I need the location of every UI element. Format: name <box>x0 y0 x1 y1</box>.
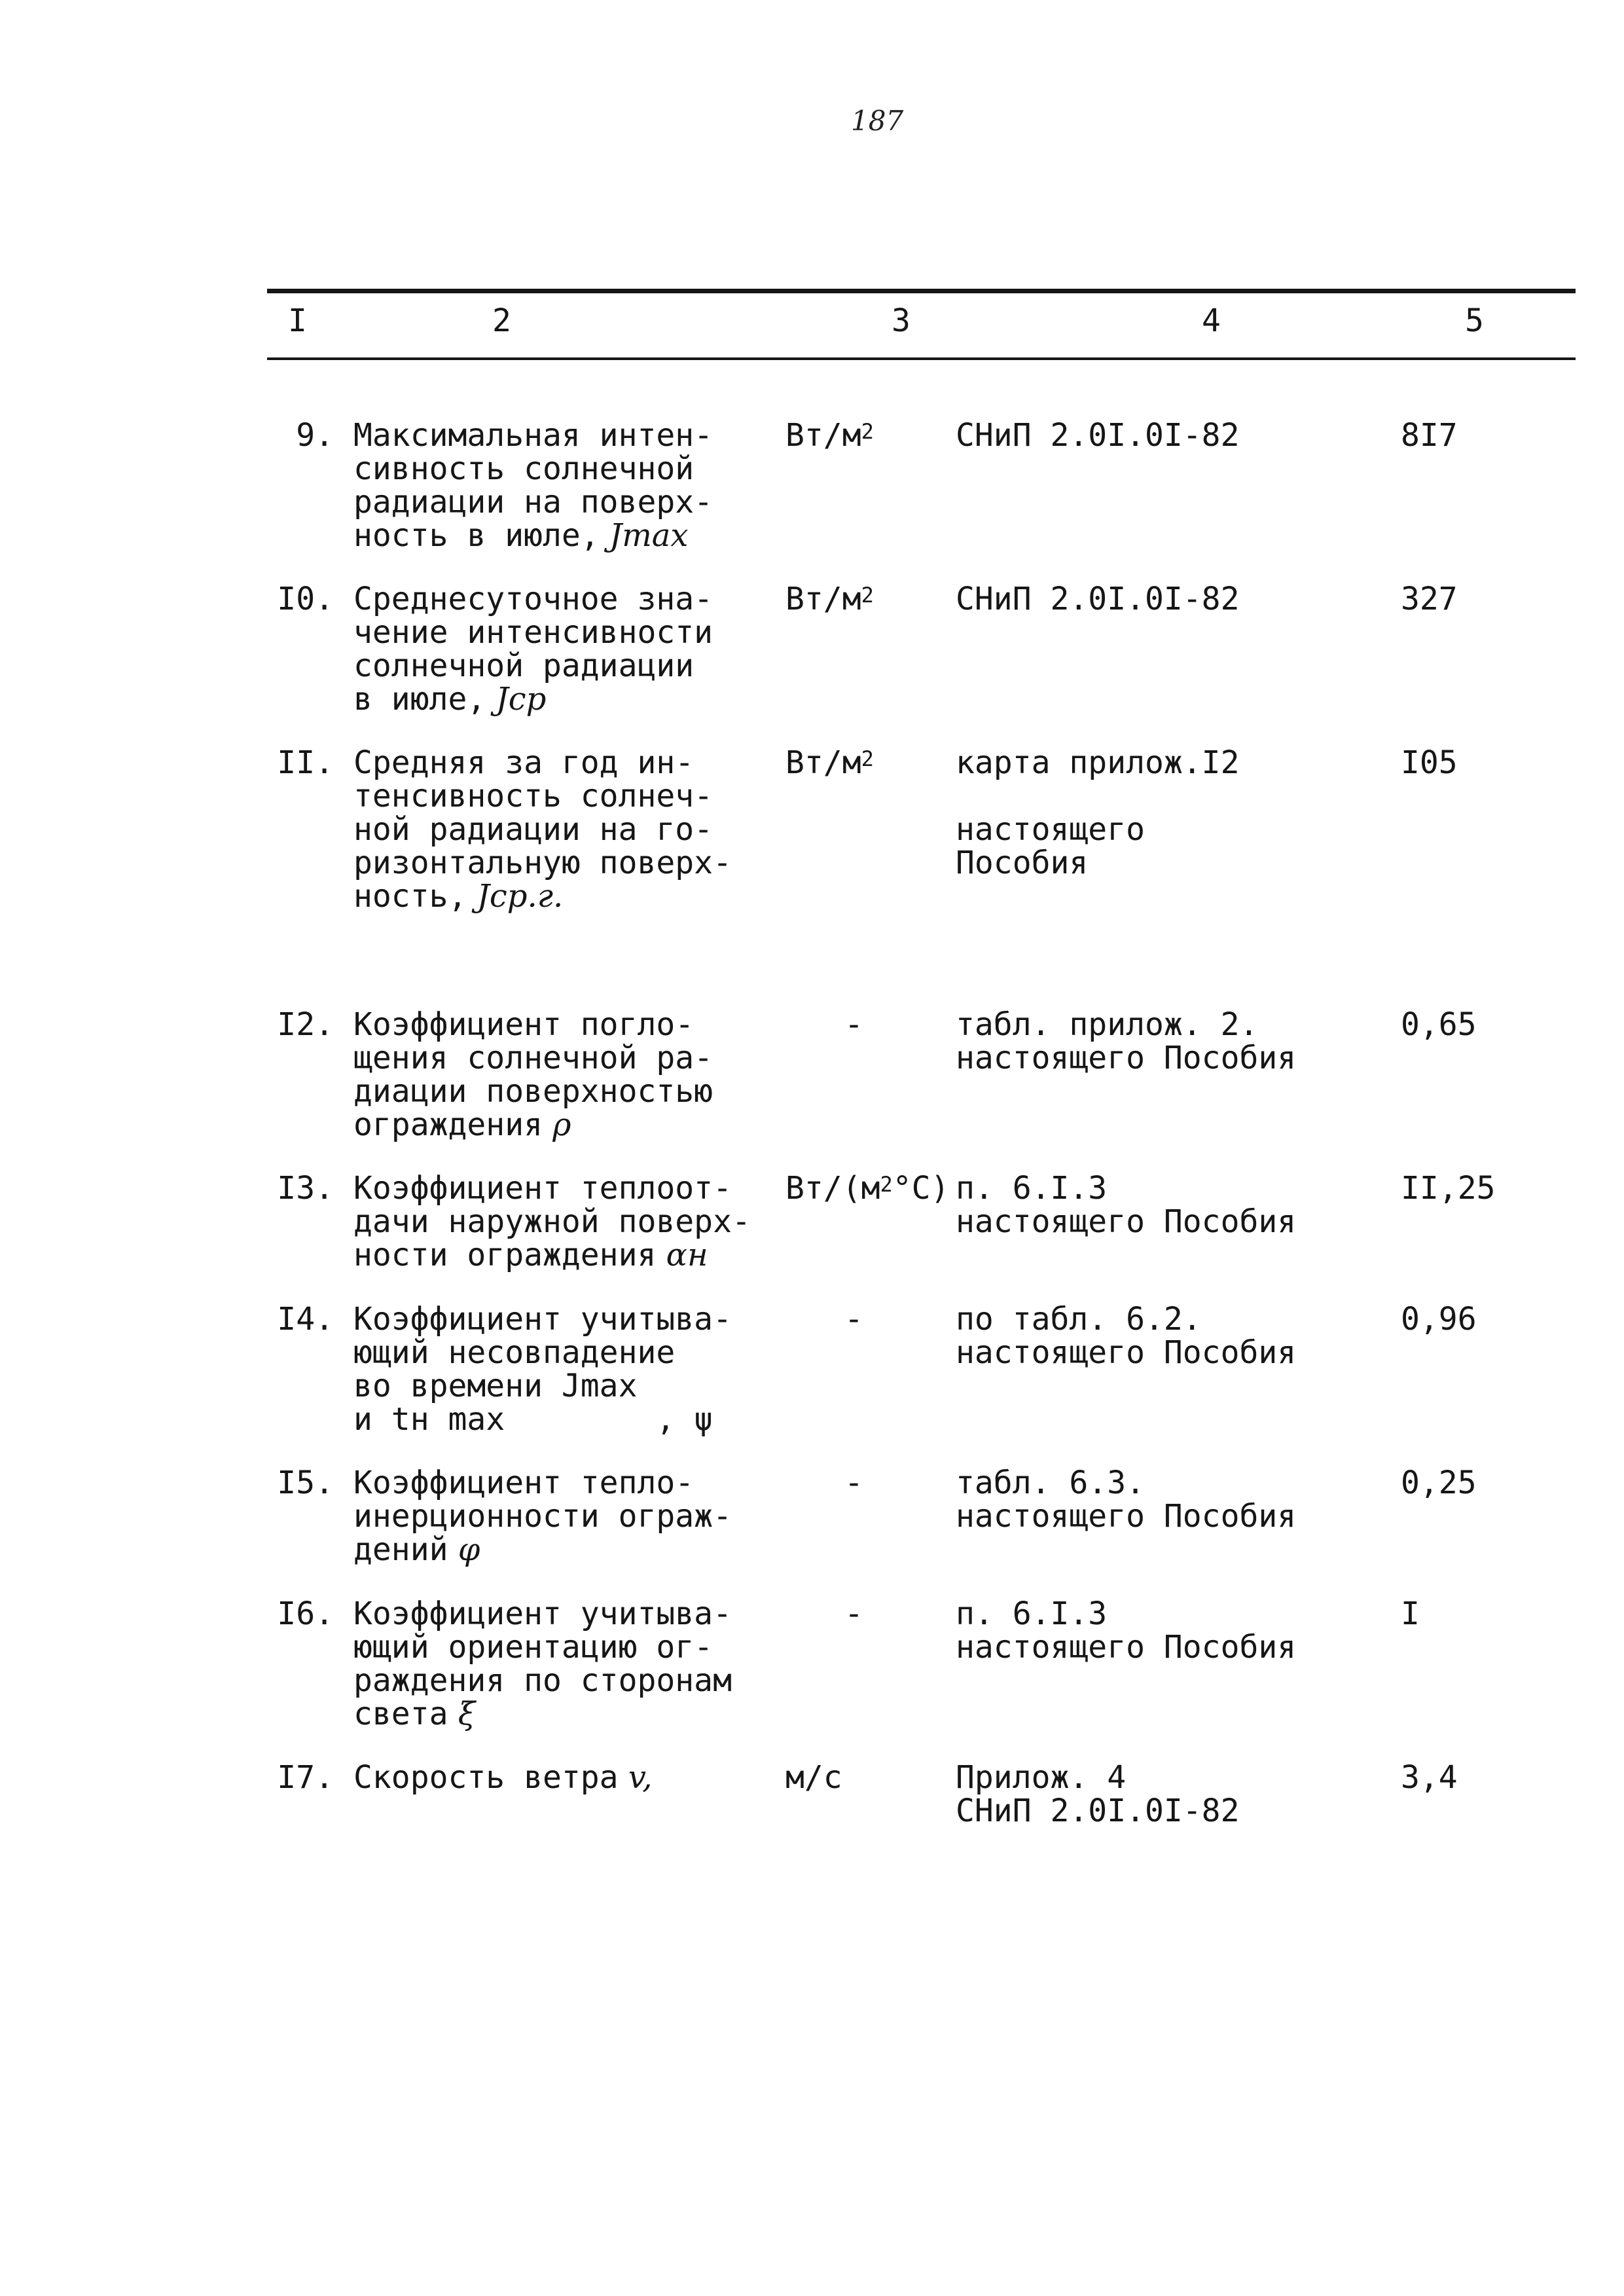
row-number: I3. <box>277 1170 334 1207</box>
source-reference: СНиП 2.0I.0I-82 <box>956 417 1240 454</box>
parameter-value: I05 <box>1401 744 1458 781</box>
parameter-description: Коэффициент теплоот- дачи наружной поверх- ности ограждения αн <box>353 1170 751 1273</box>
unit: $Вт/м^2$ <box>785 417 874 454</box>
column-header-3: 3 <box>892 302 911 339</box>
page-number: 187 <box>851 105 904 137</box>
parameter-description: Среднесуточное зна- чение интенсивности солнечной радиации в июле, Jср <box>353 581 713 718</box>
row-number: I6. <box>277 1595 334 1632</box>
parameter-value: 0,65 <box>1401 1006 1477 1043</box>
parameter-description: Скорость ветра v, <box>353 1759 653 1796</box>
row-number: 9. <box>296 417 334 454</box>
parameter-description: Максимальная интен- сивность солнечной радиации на поверх- ность в июле, Jmax <box>353 417 713 554</box>
source-reference: Прилож. 4 СНиП 2.0I.0I-82 <box>956 1759 1240 1829</box>
row-number: I2. <box>277 1006 334 1043</box>
source-reference: по табл. 6.2. настоящего Пособия <box>956 1301 1297 1371</box>
source-reference: табл. 6.3. настоящего Пособия <box>956 1465 1297 1535</box>
parameter-symbol: φ <box>448 1531 480 1568</box>
row-number: II. <box>277 744 334 781</box>
parameter-value: I <box>1401 1595 1420 1632</box>
table-header-rule <box>267 357 1576 360</box>
parameter-symbol: Jmax <box>599 517 689 554</box>
parameter-symbol: Jср <box>486 681 547 718</box>
parameter-description: Коэффициент учитыва- ющий несовпадение во времени Jmax и tн max , ψ <box>353 1301 732 1438</box>
parameter-value: 327 <box>1401 581 1458 617</box>
unit: $Вт/м^2$ <box>785 744 874 781</box>
unit: - <box>844 1006 863 1043</box>
table-top-rule <box>267 289 1576 293</box>
row-number: I0. <box>277 581 334 617</box>
parameter-description: Коэффициент погло- щения солнечной ра- диации поверхностью ограждения ρ <box>353 1006 713 1143</box>
parameter-description: Коэффициент тепло- инерционности ограж- дений φ <box>353 1465 732 1568</box>
parameter-description: Средняя за год ин- тенсивность солнеч- ной радиации на го- ризонтальную поверх- ность, Jср.г. <box>353 744 732 915</box>
parameter-symbol: ξ <box>448 1696 476 1732</box>
parameter-value: 0,96 <box>1401 1301 1477 1338</box>
row-number: I5. <box>277 1465 334 1501</box>
source-reference: табл. прилож. 2. настоящего Пособия <box>956 1006 1297 1076</box>
source-reference: п. 6.I.3 настоящего Пособия <box>956 1595 1297 1666</box>
unit: $Вт/м^2$ <box>785 581 874 617</box>
parameter-description: Коэффициент учитыва- ющий ориентацию ог- раждения по сторонам света ξ <box>353 1595 732 1732</box>
parameter-value: 0,25 <box>1401 1465 1477 1501</box>
unit: - <box>844 1301 863 1338</box>
unit: - <box>844 1595 863 1632</box>
parameter-symbol: Jср.г. <box>467 878 564 915</box>
row-number: I4. <box>277 1301 334 1338</box>
unit: - <box>844 1465 863 1501</box>
unit: м/с <box>785 1759 842 1796</box>
column-header-2: 2 <box>492 302 511 339</box>
source-reference: СНиП 2.0I.0I-82 <box>956 581 1240 617</box>
source-reference: п. 6.I.3 настоящего Пособия <box>956 1170 1297 1240</box>
source-reference: карта прилож.I2 настоящего Пособия <box>956 744 1240 881</box>
parameter-value: 3,4 <box>1401 1759 1458 1796</box>
column-header-5: 5 <box>1465 302 1484 339</box>
column-header-1: I <box>288 302 307 339</box>
parameter-symbol: v, <box>618 1759 653 1796</box>
parameter-symbol: ρ <box>542 1106 571 1143</box>
row-number: I7. <box>277 1759 334 1796</box>
unit: $Вт/(м^2^\circ С)$ <box>785 1170 950 1207</box>
column-header-4: 4 <box>1202 302 1221 339</box>
parameter-value: 8I7 <box>1401 417 1458 454</box>
parameter-value: II,25 <box>1401 1170 1496 1207</box>
parameter-symbol: αн <box>656 1237 708 1273</box>
